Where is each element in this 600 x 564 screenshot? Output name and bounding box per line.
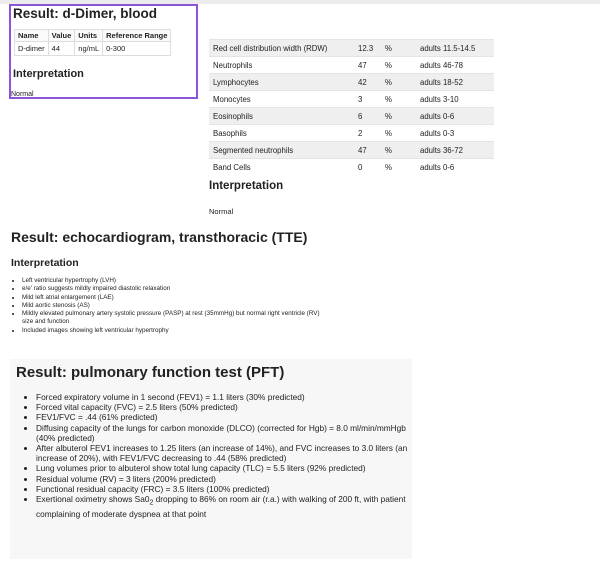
cell-test-name: Eosinophils [209,108,354,125]
cell-units: % [381,108,416,125]
table-row [15,42,171,56]
ddimer-table [14,29,171,56]
cell-test-name: Segmented neutrophils [209,142,354,159]
cell-reference-range: 0-300 [103,42,171,56]
column-header-value: Value [48,30,75,42]
oximetry-subscript: 2 [149,499,154,507]
cell-reference-range: adults 46-78 [416,57,494,74]
cell-reference-range: adults 11.5-14.5 [416,40,494,57]
list-item: • Residual volume (RV) = 3 liters (200% predicted) [36,474,414,484]
table-row [209,108,494,125]
cell-reference-range: adults 36-72 [416,142,494,159]
tte-title: Result: echocardiogram, transthoracic (TTE) [11,229,308,245]
table-row [209,74,494,91]
cell-value: 47 [354,142,381,159]
cell-test-name: Band Cells [209,159,354,176]
list-item: • Functional residual capacity (FRC) = 3.5 liters (100% predicted) [36,484,414,494]
cell-value: 6 [354,108,381,125]
tte-findings-list [13,277,332,335]
table-row [209,40,494,57]
list-item: • Included images showing left ventricular hypertrophy [22,327,332,335]
ddimer-interpretation-text: Normal [11,91,34,98]
cell-units: % [381,91,416,108]
column-header-units: Units [75,30,103,42]
cell-test-name: Neutrophils [209,57,354,74]
table-header-row [15,30,171,42]
cell-units: % [381,159,416,176]
list-item: • FEV1/FVC = .44 (61% predicted) [36,412,414,422]
cell-value: 2 [354,125,381,142]
cell-value: 12.3 [354,40,381,57]
cell-reference-range: adults 0-6 [416,108,494,125]
cell-test-name: Lymphocytes [209,74,354,91]
cell-test-name: Red cell distribution width (RDW) [209,40,354,57]
cell-value: 3 [354,91,381,108]
table-row [209,159,494,176]
list-item: • After albuterol FEV1 increases to 1.25 liters (an increase of 14%), and FVC increases to 3.0 liters (an increase of 20%), with FEV1/FVC decreasing to .44 (58% predicted) [36,443,414,463]
cell-units: % [381,74,416,91]
list-item: • Mild left atrial enlargement (LAE) [22,294,332,302]
cell-name: D-dimer [15,42,49,56]
ddimer-interpretation-heading: Interpretation [13,68,84,80]
list-item: • Mild aortic stenosis (AS) [22,302,332,310]
cell-units: % [381,142,416,159]
cell-reference-range: adults 0-3 [416,125,494,142]
cell-units: % [381,57,416,74]
cell-units: % [381,125,416,142]
table-row [209,57,494,74]
oximetry-text: Exertional oximetry shows Sa0 [36,494,150,505]
cell-units: ng/mL [75,42,103,56]
tte-interpretation-heading: Interpretation [11,257,79,269]
list-item: • Diffusing capacity of the lungs for carbon monoxide (DLCO) (corrected for Hgb) = 8.0 ml/min/mmHgb (40% predicted) [36,423,414,443]
cbc-table [209,39,494,175]
cell-test-name: Monocytes [209,91,354,108]
oximetry-text-rest: dropping to 86% on room air (r.a.) with walking of 200 ft, with patient complaining of moderate dyspnea at that point [36,494,406,519]
cell-value: 44 [48,42,75,56]
table-row [209,125,494,142]
list-item: • e/e' ratio suggests mildly impaired diastolic relaxation [22,285,332,293]
list-item: • Lung volumes prior to albuterol show total lung capacity (TLC) = 5.5 liters (92% predicted) [36,463,414,473]
cell-value: 47 [354,57,381,74]
cell-units: % [381,40,416,57]
cell-value: 42 [354,74,381,91]
column-header-reference-range: Reference Range [103,30,171,42]
table-row [209,142,494,159]
table-row [209,91,494,108]
list-item: • Left ventricular hypertrophy (LVH) [22,277,332,285]
pft-title: Result: pulmonary function test (PFT) [16,364,285,381]
cell-reference-range: adults 3-10 [416,91,494,108]
cbc-interpretation-text: Normal [209,207,234,216]
ddimer-result-panel[interactable] [9,4,198,99]
cell-reference-range: adults 18-52 [416,74,494,91]
list-item: • Forced expiratory volume in 1 second (FEV1) = 1.1 liters (30% predicted) [36,392,414,402]
ddimer-title: Result: d-Dimer, blood [13,6,158,21]
list-item [36,494,414,519]
column-header-name: Name [15,30,49,42]
list-item: • Mildly elevated pulmonary artery systolic pressure (PASP) at rest (35mmHg) but normal right ventricle (RV) size and function [22,310,332,327]
cbc-interpretation-heading: Interpretation [209,180,284,192]
cell-value: 0 [354,159,381,176]
list-item: • Forced vital capacity (FVC) = 2.5 liters (50% predicted) [36,402,414,412]
pft-findings-list [24,392,414,519]
cell-test-name: Basophils [209,125,354,142]
cell-reference-range: adults 0-6 [416,159,494,176]
